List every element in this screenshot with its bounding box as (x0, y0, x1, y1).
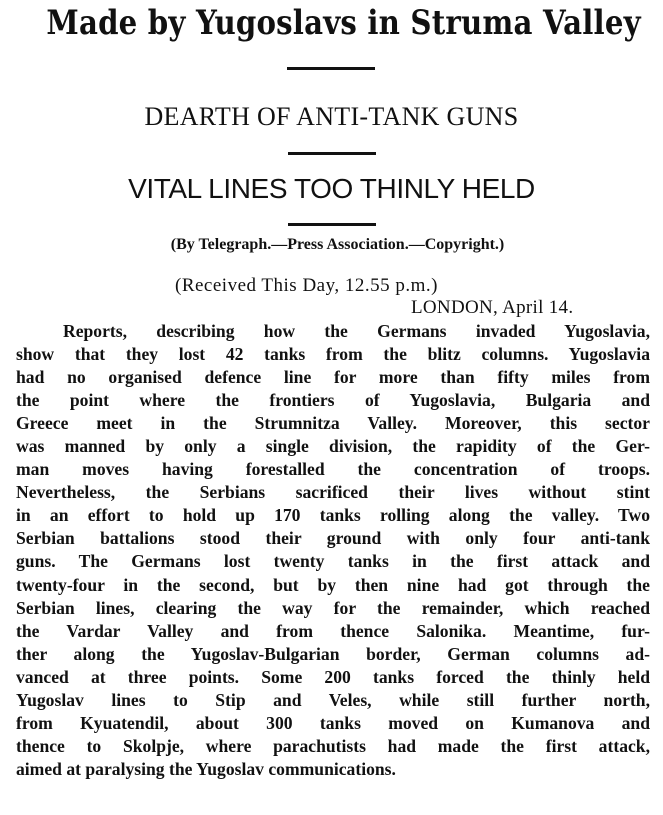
body-line: show that they lost 42 tanks from the blitz columns. Yugoslavia (16, 344, 650, 365)
body-line: Serbian lines, clearing the way for the remainder, which reached (16, 597, 650, 618)
body-line: was manned by only a single division, the rapidity of the Ger- (16, 436, 650, 457)
body-line: Yugoslav lines to Stip and Veles, while still further north, (16, 689, 650, 710)
body-line: had no organised defence line for more than fifty miles from (16, 367, 650, 388)
body-line: Nevertheless, the Serbians sacrificed their lives without stint (16, 482, 650, 503)
body-line: man moves having forestalled the concentration of troops. (16, 459, 650, 480)
body-line: Greece meet in the Strumnitza Valley. Moreover, this sector (16, 413, 650, 434)
body-line: the point where the frontiers of Yugoslavia, Bulgaria and (16, 390, 650, 411)
divider-rule (287, 67, 375, 70)
subheadline-vital-lines: VITAL LINES TOO THINLY HELD (128, 173, 535, 204)
body-line: aimed at paralysing the Yugoslav communications. (16, 758, 396, 779)
body-line: from Kyuatendil, about 300 tanks moved on Kumanova and (16, 712, 650, 733)
body-line: guns. The Germans lost twenty tanks in the first attack and (16, 551, 650, 572)
article-body (16, 320, 663, 781)
body-line: thence to Skolpje, where parachutists had made the first attack, (16, 735, 650, 756)
divider-rule (288, 152, 376, 155)
credit-line: (By Telegraph.—Press Association.—Copyright.) (170, 236, 505, 253)
body-line: the Vardar Valley and from thence Salonika. Meantime, fur- (16, 620, 650, 641)
body-line: vanced at three points. Some 200 tanks forced the thinly held (16, 666, 650, 687)
body-line: ther along the Yugoslav-Bulgarian border, German columns ad- (16, 643, 650, 664)
divider-rule (288, 223, 376, 226)
body-line: twenty-four in the second, but by then nine had got through the (16, 574, 650, 595)
body-line: Serbian battalions stood their ground with only four anti-tank (16, 528, 650, 549)
dateline: LONDON, April 14. (411, 297, 574, 318)
headline: Made by Yugoslavs in Struma Valley (46, 3, 641, 43)
body-line: Reports, describing how the Germans invaded Yugoslavia, (63, 321, 650, 341)
body-line: in an effort to hold up 170 tanks rolling along the valley. Two (16, 505, 650, 526)
received-line: (Received This Day, 12.55 p.m.) (175, 275, 438, 296)
subheadline-dearth: DEARTH OF ANTI-TANK GUNS (144, 102, 519, 131)
